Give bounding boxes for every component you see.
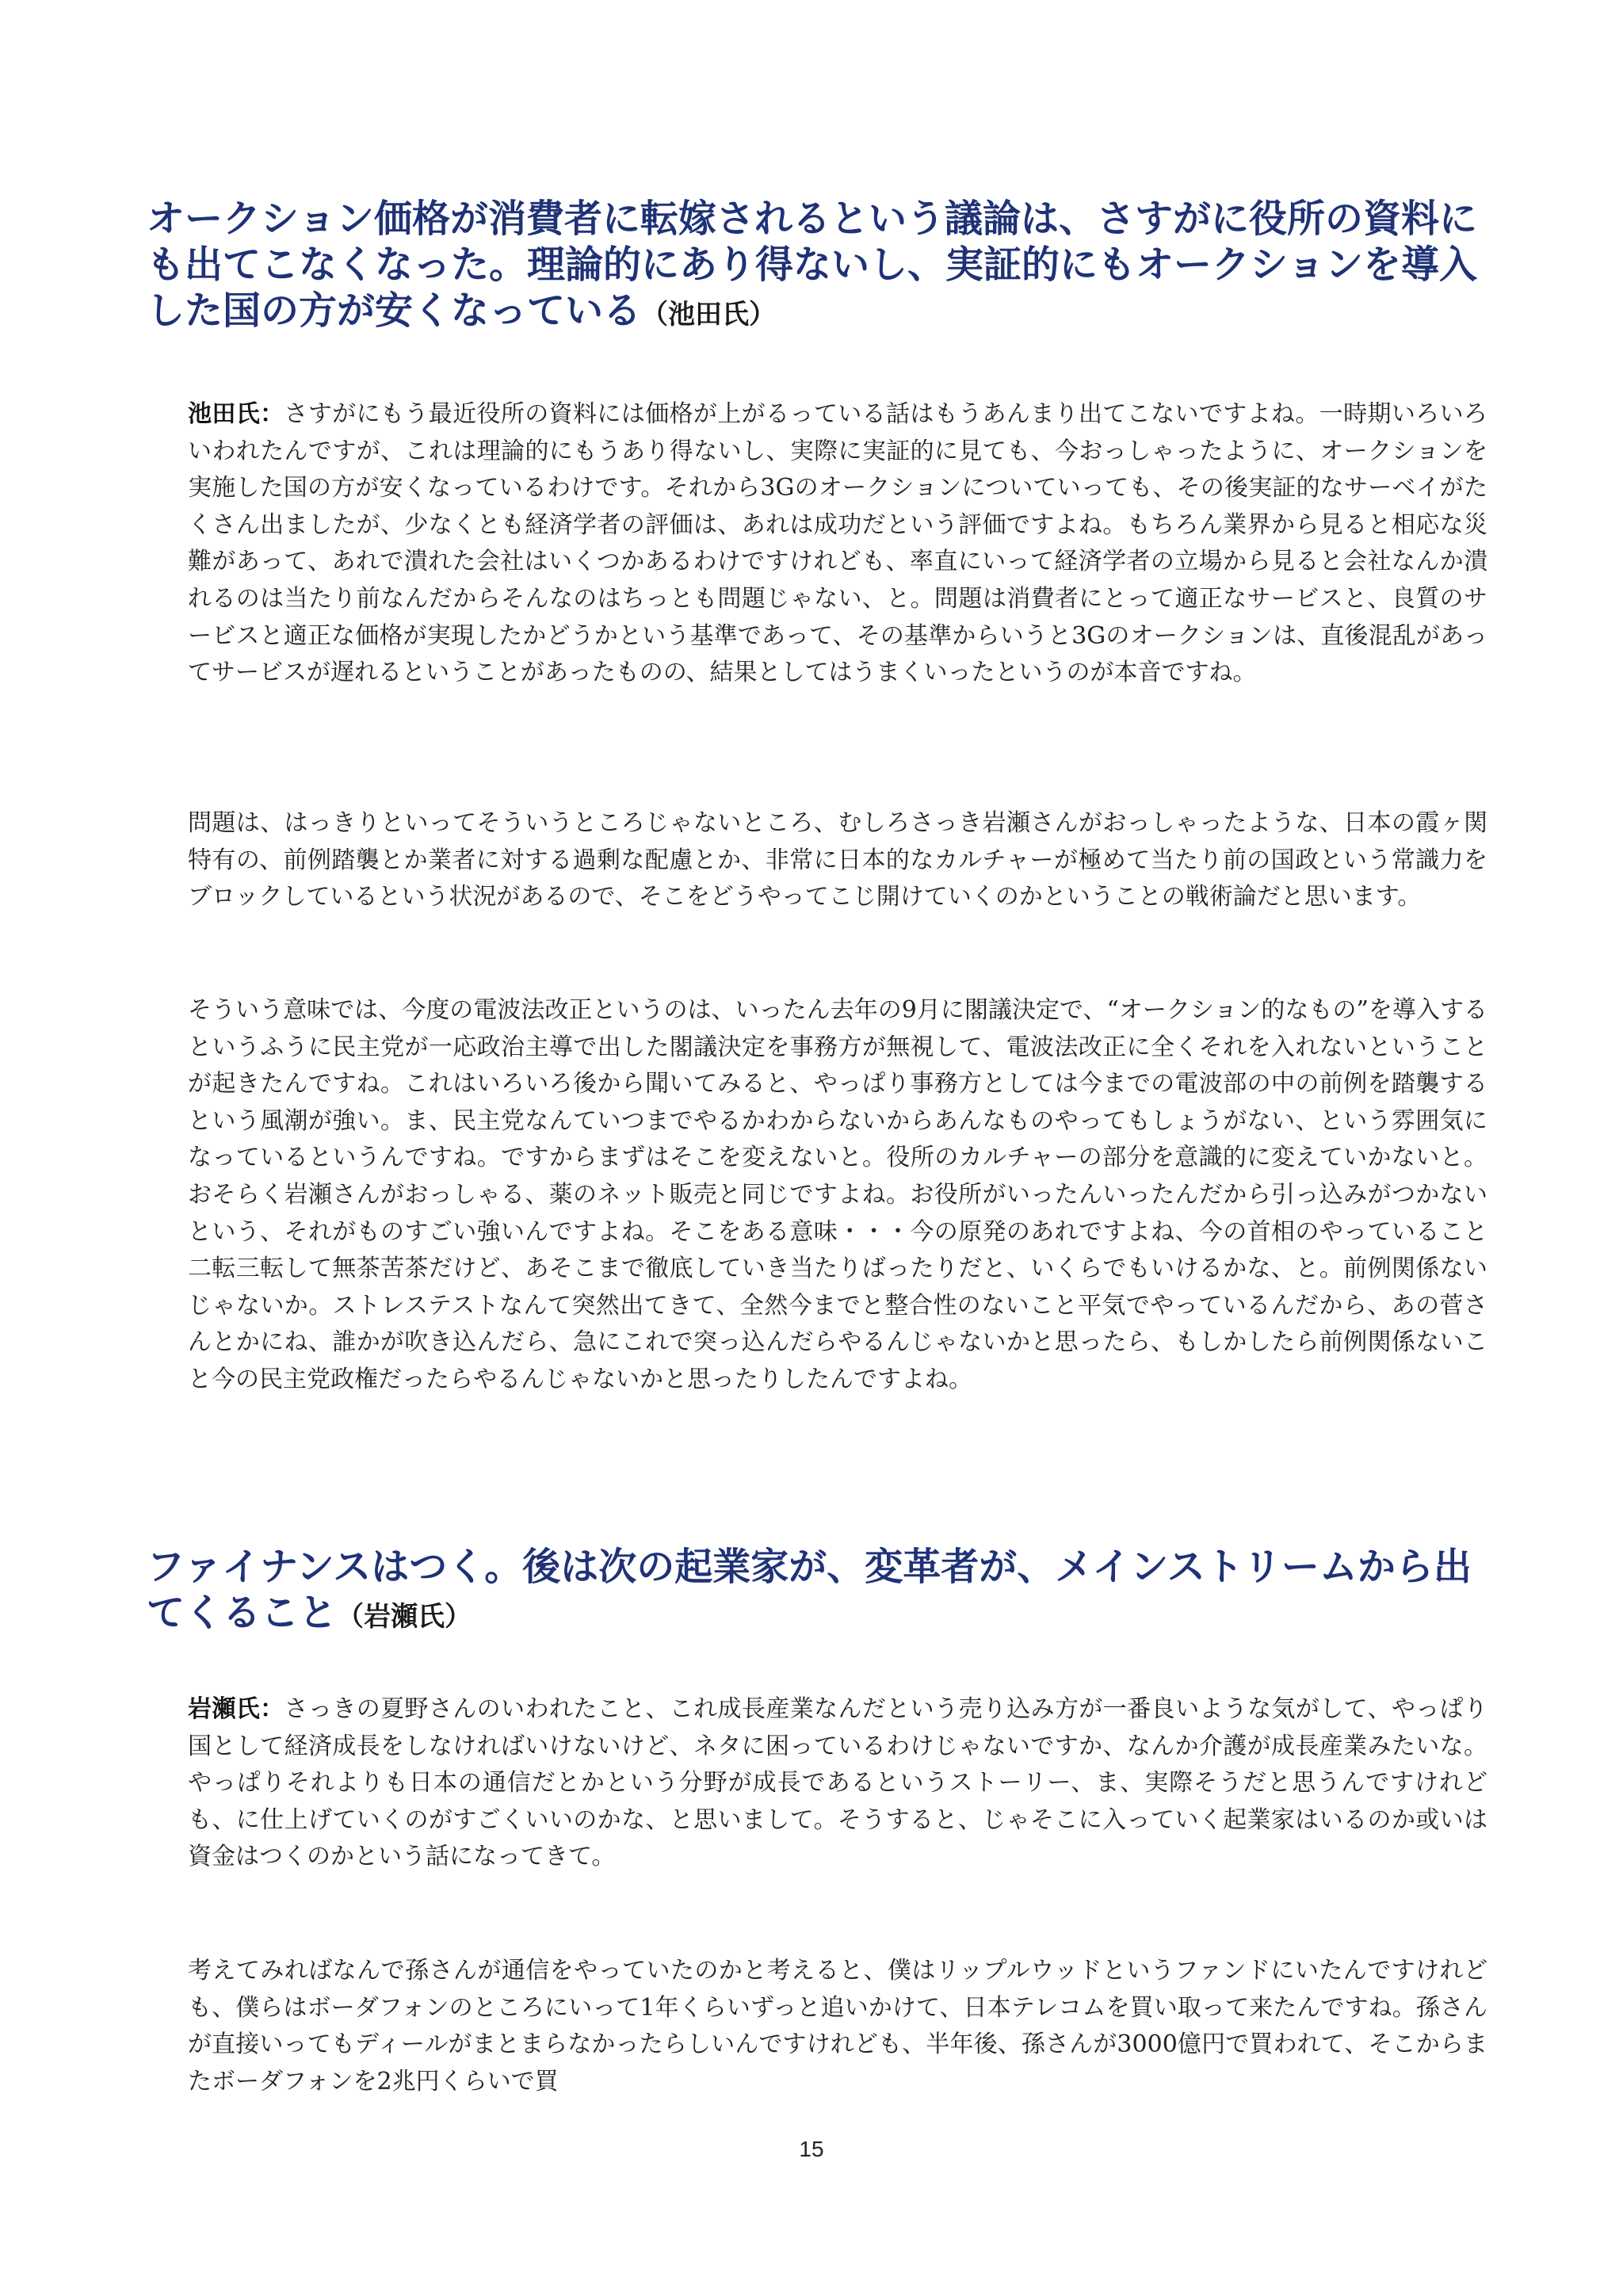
paragraph-text: 問題は、はっきりといってそういうところじゃないところ、むしろさっき岩瀬さんがおっしゃったような、日本の霞ヶ関特有の、前例踏襲とか業者に対する過剰な配慮とか、非常に日本的なカルチャーが極めて当たり前の国政という常識力をブロックしているという状況があるので、そこをどうやってこじ開けていくのかということの戦術論だと思います。 — [188, 809, 1487, 911]
paragraph-text: そういう意味では、今度の電波法改正というのは、いったん去年の9月に閣議決定で、“オークション的なもの”を導入するというふうに民主党が一応政治主導で出した閣議決定を事務方が無視して、電波法改正に全くそれを入れないということが起きたんですね。これはいろいろ後から聞いてみると、やっぱり事務方としては今までの電波部の中の前例を踏襲するという風潮が強い。ま、民主党なんていつまでやるかわからないからあんなものやってもしょうがない、という雰囲気になっているというんですね。ですからまずはそこを変えないと。役所のカルチャーの部分を意識的に変えていかないと。おそらく岩瀬さんがおっしゃる、薬のネット販売と同じですよね。お役所がいったんいったんだから引っ込みがつかないという、それがものすごい強いんですよね。そこをある意味・・・今の原発のあれですよね、今の首相のやっていること二転三転して無茶苦茶だけど、あそこまで徹底していき当たりばったりだと、いくらでもいけるかな、と。前例関係ないじゃないか。ストレステストなんて突然出てきて、全然今までと整合性のないこと平気でやっているんだから、あの菅さんとかにね、誰かが吹き込んだら、急にこれで突っ込んだらやるんじゃないかと思ったら、もしかしたら前例関係ないこと今の民主党政権だったらやるんじゃないかと思ったりしたんですよね。 — [188, 996, 1487, 1393]
heading-speaker-tag: （池田氏） — [641, 299, 777, 330]
paragraph-ikeda-2 — [188, 805, 1487, 916]
page-number: 15 — [799, 2137, 824, 2161]
heading-text: ファイナンスはつく。後は次の起業家が、変革者が、メインストリームから出てくること — [147, 1545, 1472, 1635]
heading-text: オークション価格が消費者に転嫁されるという議論は、さすがに役所の資料にも出てこなくなった。理論的にあり得ないし、実証的にもオークションを導入した国の方が安くなっている — [147, 197, 1478, 333]
speaker-label: 岩瀬氏： — [188, 1695, 285, 1723]
speaker-label: 池田氏： — [188, 400, 285, 428]
paragraph-text: さすがにもう最近役所の資料には価格が上がるっている話はもうあんまり出てこないですよね。一時期いろいろいわれたんですが、これは理論的にもうあり得ないし、実際に実証的に見ても、今おっしゃったように、オークションを実施した国の方が安くなっているわけです。それから3Gのオークションについていっても、その後実証的なサーベイがたくさん出ましたが、少なくとも経済学者の評価は、あれは成功だという評価ですよね。もちろん業界から見ると相応な災難があって、あれで潰れた会社はいくつかあるわけですけれども、率直にいって経済学者の立場から見ると会社なんか潰れるのは当たり前なんだからそんなのはちっとも問題じゃない、と。問題は消費者にとって適正なサービスと、良質のサービスと適正な価格が実現したかどうかという基準であって、その基準からいうと3Gのオークションは、直後混乱があってサービスが遅れるということがあったものの、結果としてはうまくいったというのが本音ですね。 — [188, 400, 1488, 687]
paragraph-ikeda-1 — [188, 396, 1487, 692]
section-heading-auction — [147, 196, 1494, 338]
paragraph-iwase-2 — [188, 1953, 1487, 2100]
paragraph-text: さっきの夏野さんのいわれたこと、これ成長産業なんだという売り込み方が一番良いような気がして、やっぱり国として経済成長をしなければいけないけど、ネタに困っているわけじゃないですか、なんか介護が成長産業みたいな。やっぱりそれよりも日本の通信だとかという分野が成長であるというストーリー、ま、実際そうだと思うんですけれども、に仕上げていくのがすごくいいのかな、と思いまして。そうすると、じゃそこに入っていく起業家はいるのか或いは資金はつくのかという話になってきて。 — [188, 1695, 1488, 1871]
paragraph-text: 考えてみればなんで孫さんが通信をやっていたのかと考えると、僕はリップルウッドというファンドにいたんですけれども、僕らはボーダフォンのところにいって1年くらいずっと追いかけて、日本テレコムを買い取って来たんですね。孫さんが直接いってもディールがまとまらなかったらしいんですけれども、半年後、孫さんが3000億円で買われて、そこからまたボーダフォンを2兆円くらいで買 — [188, 1957, 1487, 2095]
heading-speaker-tag: （岩瀬氏） — [337, 1601, 472, 1633]
paragraph-iwase-1 — [188, 1691, 1487, 1876]
paragraph-ikeda-3 — [188, 992, 1487, 1399]
section-heading-finance — [147, 1544, 1494, 1640]
